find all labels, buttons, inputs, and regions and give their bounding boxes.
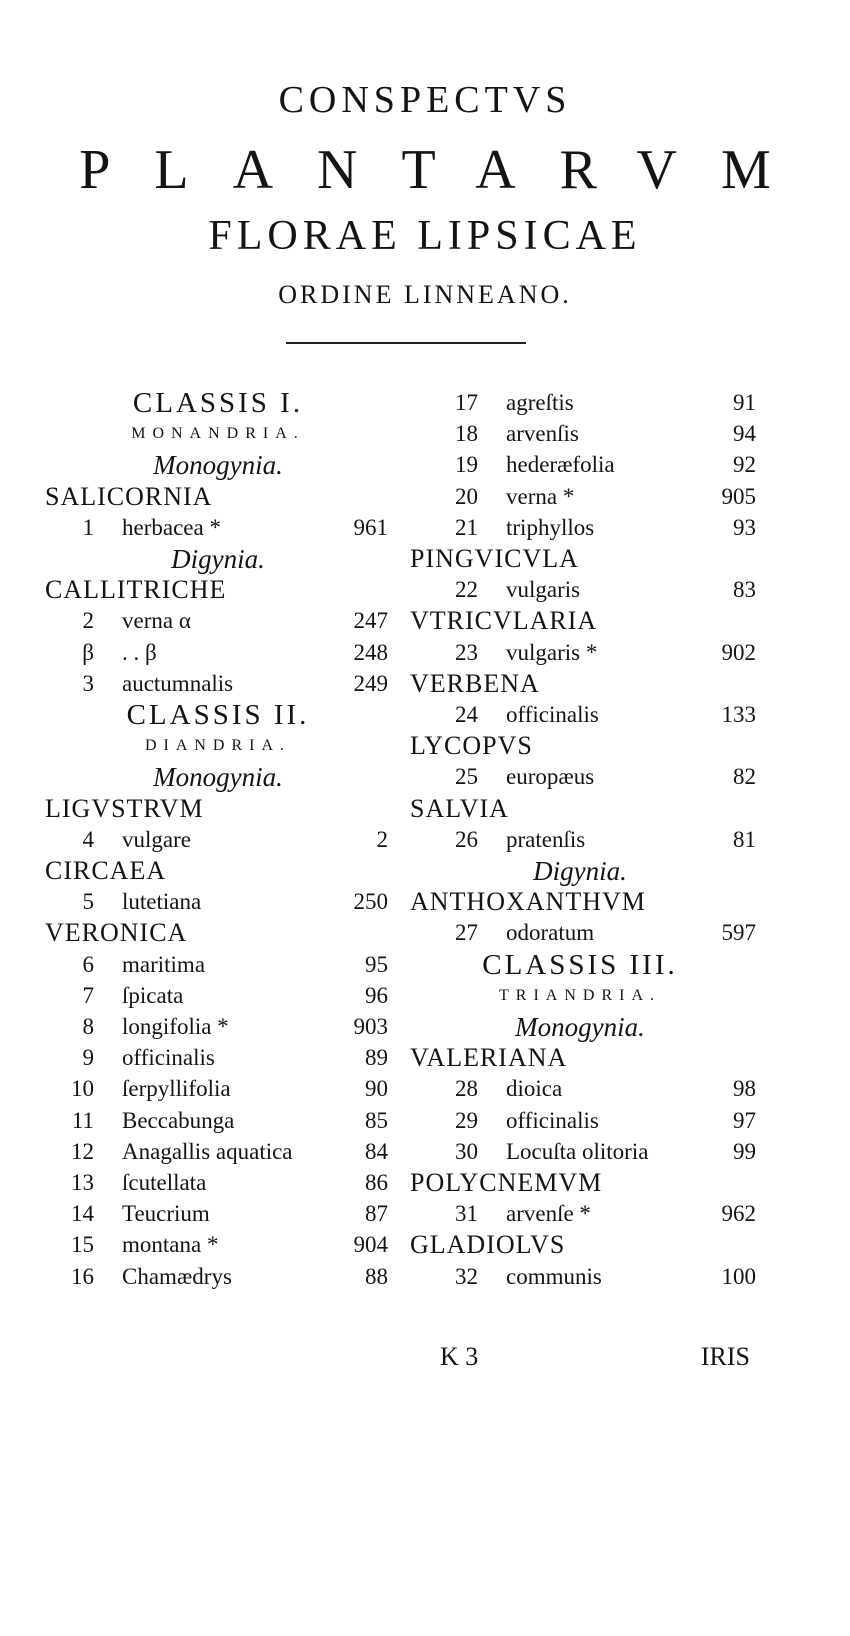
species-name: officinalis <box>506 702 599 727</box>
species-name: officinalis <box>506 1107 599 1133</box>
species-name: montana * <box>122 1232 219 1258</box>
genus-heading: CALLITRICHE <box>45 575 227 605</box>
suborder-heading: Monogynia. <box>153 762 283 793</box>
page-reference: 91 <box>733 390 756 415</box>
species-number: 18 <box>455 421 478 447</box>
species-name: vulgare <box>122 826 191 852</box>
species-number: 31 <box>455 1201 478 1227</box>
species-entry <box>0 638 850 668</box>
genus-heading: CIRCAEA <box>45 856 167 885</box>
species-name: dioica <box>506 1076 563 1102</box>
species-name: europæus <box>506 764 595 790</box>
page-reference: 85 <box>365 1107 388 1133</box>
page-reference: 87 <box>365 1201 388 1227</box>
species-number: 30 <box>455 1138 478 1164</box>
species-name: herbacea * <box>122 514 221 540</box>
species-number: 20 <box>455 483 478 509</box>
page-reference: 81 <box>733 826 756 852</box>
species-number: 2 <box>82 608 94 634</box>
genus-heading: VERONICA <box>45 918 188 948</box>
species-name: officinalis <box>122 1045 215 1071</box>
species-name: auctumnalis <box>122 670 234 696</box>
species-number: 21 <box>455 514 478 540</box>
species-entry <box>0 450 850 480</box>
species-entry <box>0 419 850 449</box>
species-number: 1 <box>82 514 94 540</box>
species-name: . . β <box>122 639 157 665</box>
species-number: 6 <box>82 951 94 977</box>
species-number: 11 <box>71 1107 94 1133</box>
species-name: Chamædrys <box>122 1263 232 1289</box>
species-entry <box>0 388 850 418</box>
species-number: 23 <box>455 639 478 665</box>
suborder-heading: Digynia. <box>171 544 265 574</box>
species-number: 13 <box>71 1170 94 1195</box>
species-name: vulgaris <box>506 577 581 603</box>
page-reference: 100 <box>721 1263 756 1289</box>
page-reference: 247 <box>353 608 388 634</box>
genus-heading: SALVIA <box>410 793 509 823</box>
species-entry <box>0 918 850 948</box>
species-number: 28 <box>455 1076 478 1102</box>
species-number: 17 <box>455 390 478 415</box>
genus-heading: SALICORNIA <box>45 481 213 511</box>
species-name: longifolia * <box>122 1014 229 1039</box>
species-number: 4 <box>82 826 94 852</box>
species-number: 32 <box>455 1263 478 1289</box>
page-reference: 97 <box>733 1107 756 1133</box>
species-number: 24 <box>455 702 478 727</box>
genus-heading: LYCOPVS <box>410 731 533 761</box>
page-reference: 250 <box>353 889 388 915</box>
page-reference: 82 <box>733 764 756 790</box>
species-entry <box>0 1199 850 1229</box>
species-name: Locuſta olitoria <box>506 1138 649 1164</box>
title-ordine-linneano: ORDINE LINNEANO. <box>278 280 572 309</box>
page-reference: 902 <box>721 639 756 665</box>
species-name: ſerpyllifolia <box>122 1076 231 1102</box>
genus-heading: GLADIOLVS <box>410 1230 566 1260</box>
title-plantarum: PLANTARVM <box>79 139 815 201</box>
species-number: 12 <box>71 1138 94 1164</box>
page-reference: 905 <box>721 483 756 509</box>
species-number: 3 <box>82 670 94 696</box>
species-name: communis <box>506 1263 602 1289</box>
species-name: maritima <box>122 951 206 977</box>
species-entry <box>0 825 850 855</box>
page-reference: 86 <box>365 1170 388 1195</box>
order-heading: DIANDRIA. <box>144 737 292 755</box>
page-reference: 133 <box>721 702 756 727</box>
page-reference: 98 <box>733 1076 756 1102</box>
page-reference: 84 <box>365 1138 388 1164</box>
header-rule <box>286 342 526 344</box>
species-entry <box>0 700 850 730</box>
suborder-heading: Monogynia. <box>153 450 283 481</box>
species-name: arvenſe * <box>506 1201 591 1227</box>
species-number: 10 <box>71 1076 94 1102</box>
order-heading: MONANDRIA. <box>131 425 305 443</box>
species-name: triphyllos <box>506 514 595 540</box>
species-entry <box>0 1106 850 1136</box>
page-reference: 90 <box>365 1076 388 1102</box>
page-reference: 92 <box>733 452 756 478</box>
species-number: 9 <box>82 1045 94 1071</box>
species-number: 16 <box>71 1263 94 1289</box>
species-entry <box>0 1262 850 1292</box>
species-name: vulgaris * <box>506 639 598 665</box>
species-entry <box>0 482 850 512</box>
page-reference: 249 <box>353 670 388 696</box>
class-heading: CLASSIS II. <box>126 699 310 731</box>
page-reference: 99 <box>733 1138 756 1164</box>
page-reference: 2 <box>376 826 388 852</box>
species-name: Beccabunga <box>122 1107 235 1133</box>
genus-heading: VERBENA <box>410 668 540 698</box>
page-reference: 904 <box>353 1232 388 1258</box>
species-name: verna * <box>506 483 575 509</box>
species-name: hederæfolia <box>506 452 615 478</box>
page-reference: 94 <box>733 421 756 447</box>
page-reference: 903 <box>353 1014 388 1039</box>
species-entry <box>0 1074 850 1104</box>
species-entry <box>0 575 850 605</box>
species-number: 27 <box>455 920 478 946</box>
species-number: 14 <box>71 1201 94 1227</box>
species-number: 25 <box>455 764 478 790</box>
genus-heading: ANTHOXANTHVM <box>410 887 646 917</box>
page-reference: 93 <box>733 514 756 540</box>
page-reference: 961 <box>353 514 388 540</box>
order-heading: TRIANDRIA. <box>499 986 661 1004</box>
species-number: 19 <box>455 452 478 478</box>
page-reference: 89 <box>365 1045 388 1071</box>
species-name: Anagallis aquatica <box>122 1138 293 1164</box>
species-number: 15 <box>71 1232 94 1258</box>
species-number: 29 <box>455 1107 478 1133</box>
page-reference: 96 <box>365 982 388 1008</box>
title-conspectus: CONSPECTVS <box>278 79 572 121</box>
species-name: lutetiana <box>122 889 202 915</box>
species-name: ſcutellata <box>122 1170 207 1195</box>
genus-heading: LIGVSTRVM <box>45 793 204 823</box>
species-name: arvenſis <box>506 421 579 447</box>
species-name: ſpicata <box>122 982 184 1008</box>
species-name: verna α <box>122 608 191 634</box>
species-number: β <box>82 639 94 665</box>
class-heading: CLASSIS III. <box>482 948 678 981</box>
page-reference: 962 <box>721 1201 756 1227</box>
page-reference: 83 <box>733 577 756 603</box>
species-number: 22 <box>455 577 478 603</box>
species-name: pratenſis <box>506 826 586 852</box>
page-reference: 95 <box>365 951 388 977</box>
catchword: IRIS <box>700 1342 750 1371</box>
genus-heading: PINGVICVLA <box>410 544 579 573</box>
class-heading: CLASSIS I. <box>132 387 304 419</box>
species-entry <box>0 1137 850 1167</box>
species-number: 26 <box>455 826 478 852</box>
species-name: odoratum <box>506 920 595 946</box>
signature-mark: K 3 <box>440 1342 479 1371</box>
species-name: Teucrium <box>122 1201 210 1227</box>
species-entry <box>0 762 850 792</box>
title-florae-lipsicae: FLORAE LIPSICAE <box>208 213 642 259</box>
page-reference: 88 <box>365 1263 388 1289</box>
species-number: 5 <box>82 889 94 915</box>
species-number: 8 <box>82 1014 94 1039</box>
species-name: agreſtis <box>506 390 574 415</box>
suborder-heading: Digynia. <box>533 856 627 886</box>
genus-heading: POLYCNEMVM <box>410 1168 603 1197</box>
page-reference: 597 <box>721 920 756 946</box>
genus-heading: VTRICVLARIA <box>410 606 598 636</box>
genus-heading: VALERIANA <box>410 1043 568 1073</box>
species-entry <box>0 513 850 543</box>
page-reference: 248 <box>353 639 388 665</box>
species-number: 7 <box>82 982 94 1008</box>
suborder-heading: Monogynia. <box>515 1012 645 1042</box>
